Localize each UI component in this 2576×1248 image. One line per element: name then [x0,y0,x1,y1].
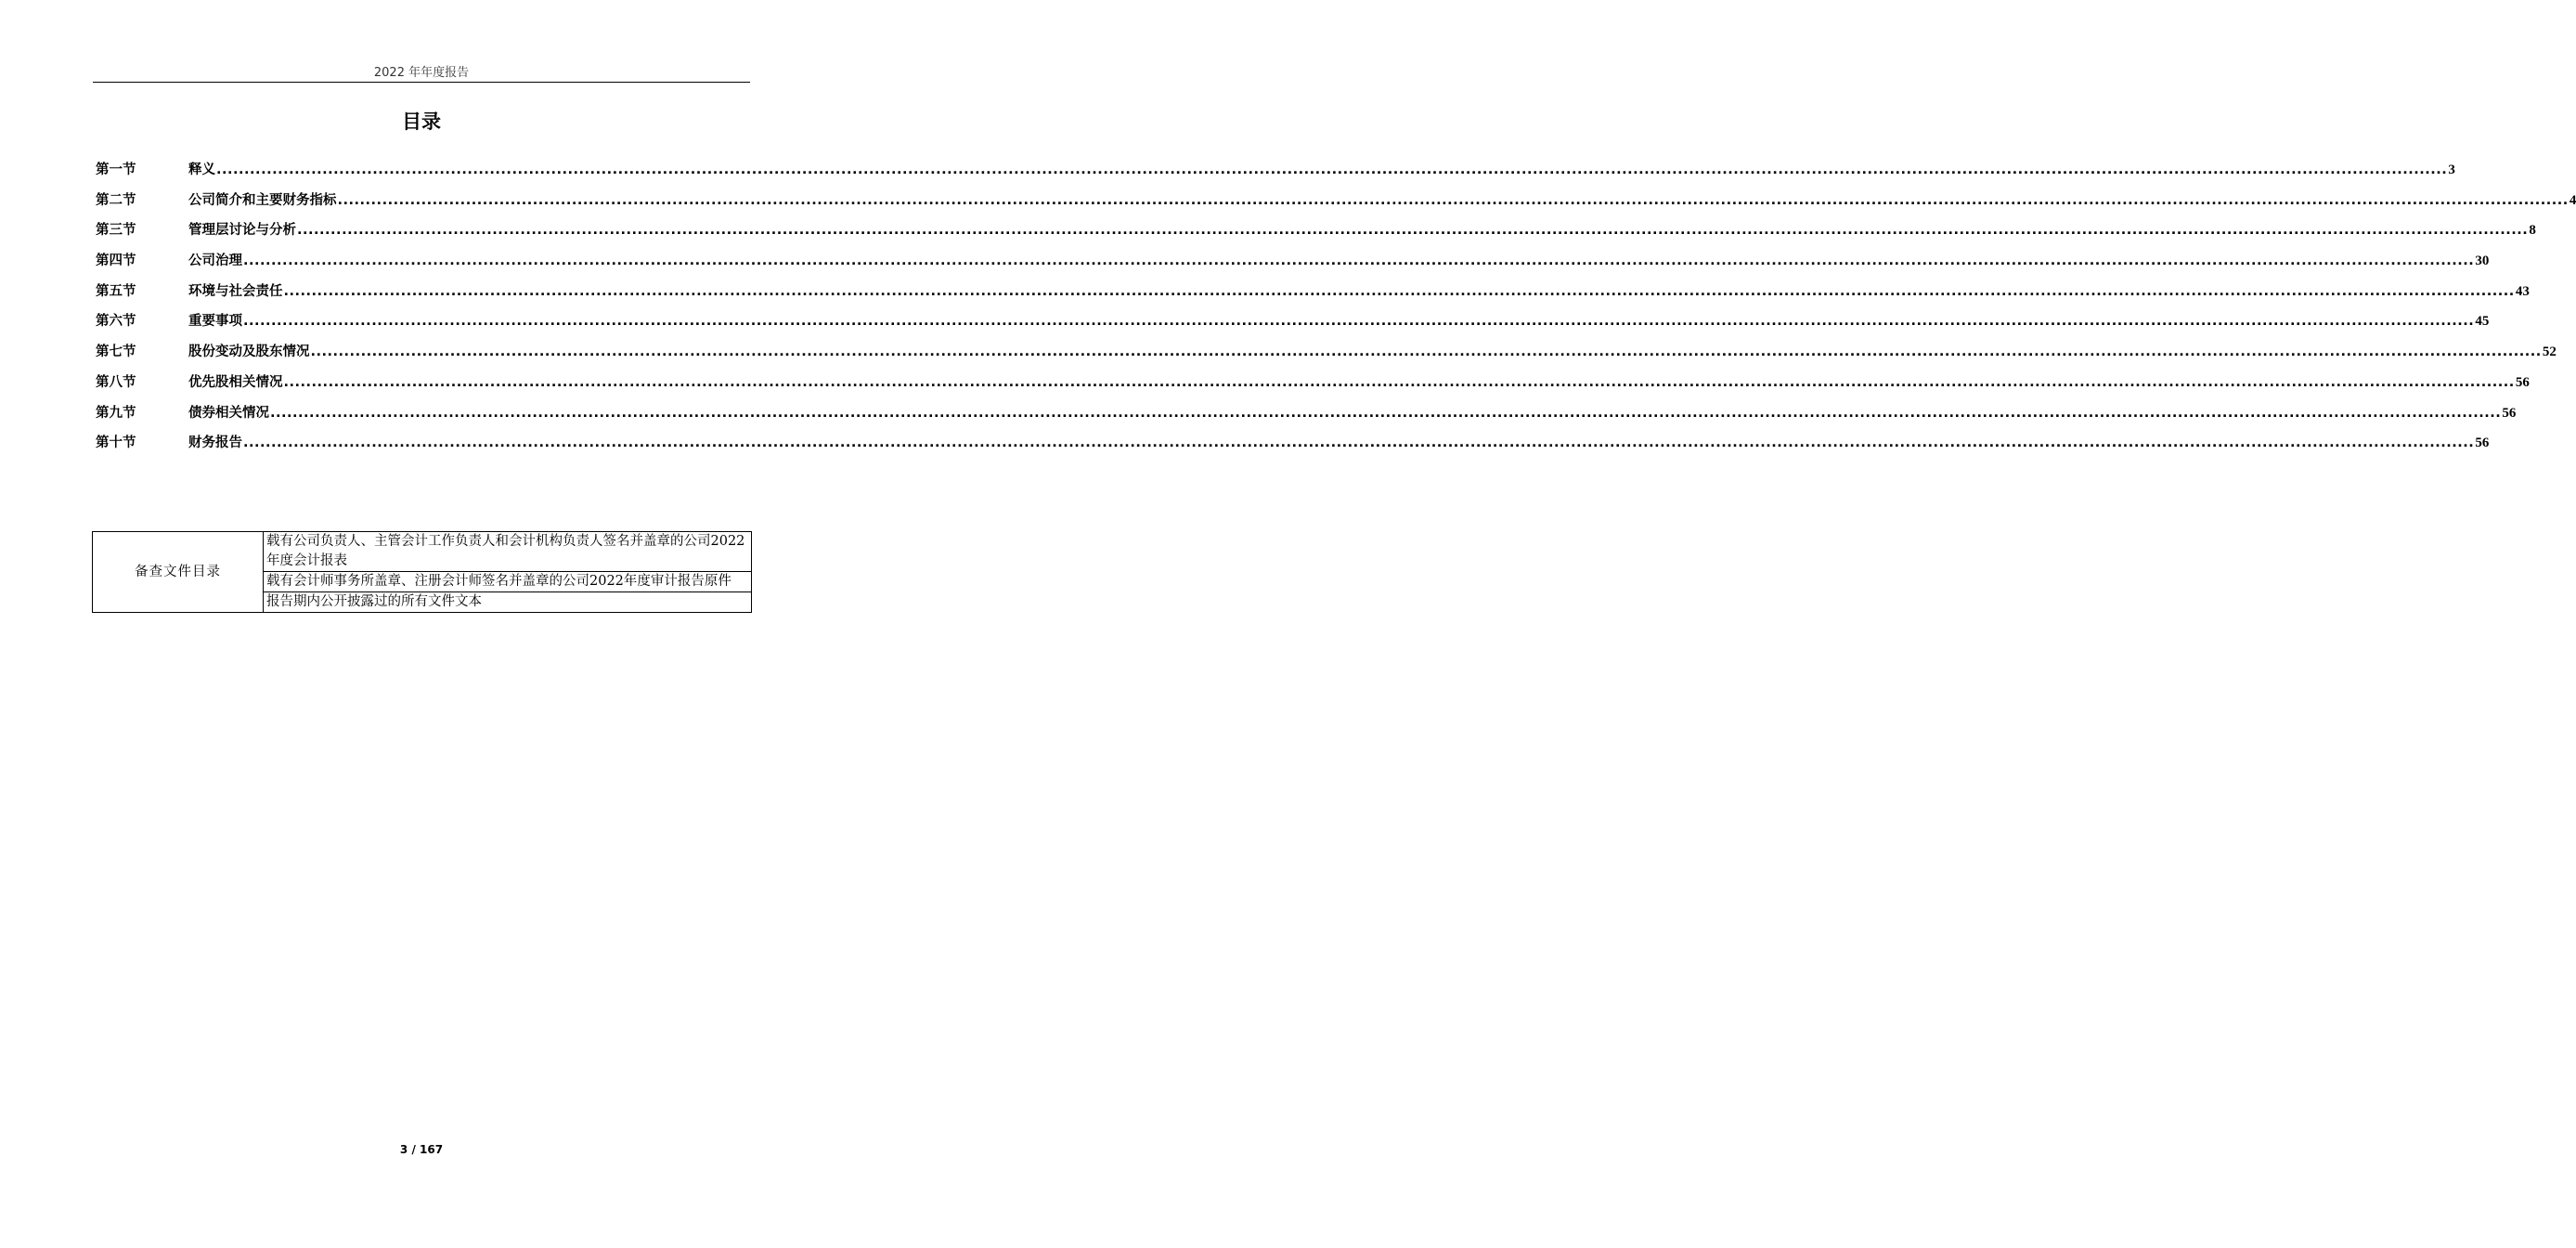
toc-section-name: 财务报告 [188,436,242,451]
reference-document-item: 载有会计师事务所盖章、注册会计师签名并盖章的公司2022年度审计报告原件 [264,572,752,592]
toc-entry[interactable] [96,280,2530,311]
report-header-title: 2022 年年度报告 [373,66,470,80]
toc-section-name: 公司治理 [188,254,242,269]
toc-page-number: 8 [2529,223,2536,239]
reference-documents-label: 备查文件目录 [93,532,264,613]
reference-document-item: 载有公司负责人、主管会计工作负责人和会计机构负责人签名并盖章的公司2022年度会计报表 [264,532,752,572]
toc-page-number: 30 [2475,254,2490,269]
toc-leader-dots: ................................................................................................................................................................................................................................................................................................................................................................................................................ [297,223,2529,239]
toc-section-name: 债券相关情况 [188,405,269,421]
toc-section-number: 第五节 [96,283,136,299]
toc-section-number: 第三节 [96,223,136,239]
table-of-contents [96,159,2576,462]
toc-page-number: 4 [2569,192,2576,208]
toc-section-number: 第八节 [96,374,136,390]
page-indicator: 3 / 167 [399,1143,444,1156]
toc-entry[interactable] [96,250,2490,280]
toc-leader-dots: ................................................................................................................................................................................................................................................................................................................................................................................................................ [216,162,2448,177]
toc-entry[interactable] [96,371,2530,402]
header-divider [93,82,750,83]
toc-section-number: 第一节 [96,162,136,177]
toc-leader-dots: ................................................................................................................................................................................................................................................................................................................................................................................................................ [243,436,2475,451]
toc-page-number: 56 [2515,374,2530,390]
toc-entry[interactable] [96,402,2517,433]
toc-page-number: 3 [2448,162,2455,177]
toc-leader-dots: ................................................................................................................................................................................................................................................................................................................................................................................................................ [283,283,2515,299]
toc-entry[interactable] [96,159,2455,189]
toc-leader-dots: ................................................................................................................................................................................................................................................................................................................................................................................................................ [243,314,2475,330]
toc-entry[interactable] [96,219,2536,250]
toc-section-name: 重要事项 [188,314,242,330]
toc-section-name: 环境与社会责任 [188,283,283,299]
toc-page-number: 56 [2475,436,2490,451]
table-row [93,532,752,572]
toc-entry[interactable] [96,341,2557,371]
toc-leader-dots: ................................................................................................................................................................................................................................................................................................................................................................................................................ [337,192,2569,208]
toc-leader-dots: ................................................................................................................................................................................................................................................................................................................................................................................................................ [310,344,2542,360]
toc-page-number: 56 [2502,405,2517,421]
toc-page-number: 45 [2475,314,2490,330]
toc-section-name: 股份变动及股东情况 [188,344,310,360]
toc-section-name: 管理层讨论与分析 [188,223,296,239]
toc-section-number: 第十节 [96,436,136,451]
reference-document-item: 报告期内公开披露过的所有文件文本 [264,592,752,613]
toc-leader-dots: ................................................................................................................................................................................................................................................................................................................................................................................................................ [243,254,2475,269]
toc-entry[interactable] [96,432,2490,462]
toc-leader-dots: ................................................................................................................................................................................................................................................................................................................................................................................................................ [283,374,2515,390]
toc-section-number: 第九节 [96,405,136,421]
toc-section-name: 优先股相关情况 [188,374,283,390]
toc-section-number: 第七节 [96,344,136,360]
toc-page-number: 43 [2515,283,2530,299]
toc-section-name: 释义 [188,162,215,177]
toc-title: 目录 [402,110,441,133]
reference-documents-table [92,531,752,613]
toc-page-number: 52 [2542,344,2557,360]
toc-section-number: 第六节 [96,314,136,330]
toc-entry[interactable] [96,189,2576,220]
toc-entry[interactable] [96,310,2490,341]
toc-leader-dots: ................................................................................................................................................................................................................................................................................................................................................................................................................ [270,405,2502,421]
toc-section-number: 第二节 [96,192,136,208]
toc-section-name: 公司简介和主要财务指标 [188,192,337,208]
toc-section-number: 第四节 [96,254,136,269]
